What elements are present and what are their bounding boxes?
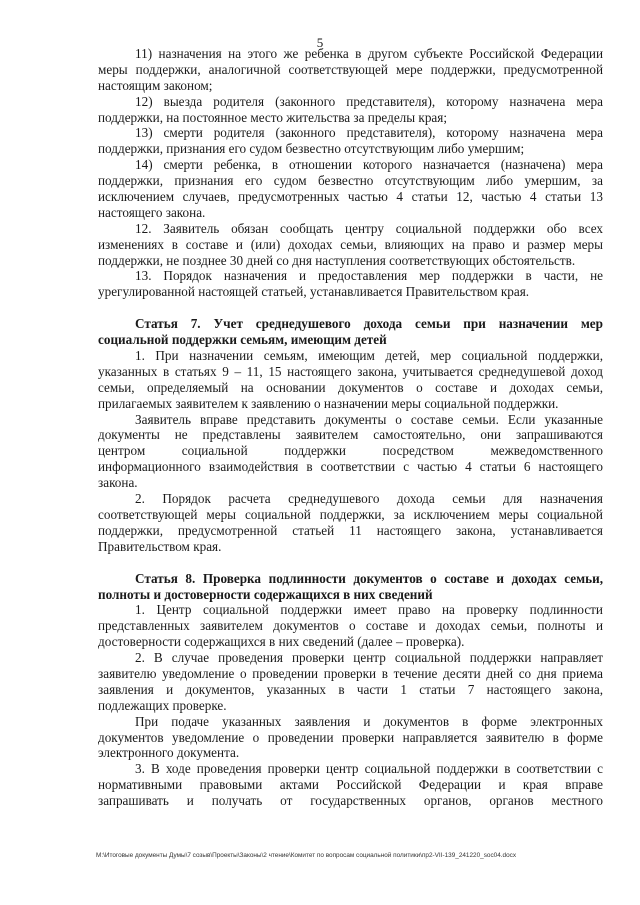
text-line: подлежащих проверке. — [98, 697, 227, 713]
text-line: 2. Порядок расчета среднедушевого дохода семьи для назначения — [135, 491, 603, 507]
file-path-footer: M:\Итоговые документы Думы\7 созыв\Проекты\Законы\2 чтение\Комитет по вопросам социальной политики\пр2-VII-139_241220_soc04.docx — [96, 852, 517, 859]
text-line: 13) смерти родителя (законного представителя), которому назначена мера — [135, 125, 603, 141]
text-line: 12. Заявитель обязан сообщать центру социальной поддержки обо всех — [135, 220, 603, 236]
text-line: 3. В ходе проведения проверки центр социальной поддержки в соответствии с — [135, 761, 603, 777]
text-line: поддержки, признания его судом безвестно отсутствующим либо умершим; — [98, 141, 525, 157]
text-line: нормативными правовыми актами Российской Федерации и края вправе — [98, 777, 603, 793]
text-line: заявления и документов, указанных в части 1 статьи 7 настоящего закона, — [98, 681, 603, 697]
text-line: закона. — [98, 475, 138, 491]
article-heading-line: Статья 8. Проверка подлинности документов о составе и доходах семьи, — [135, 570, 603, 586]
text-line: указанных в статьях 9 – 11, 15 настоящего закона, учитывается среднедушевой доход — [98, 363, 603, 379]
text-line: меры поддержки, аналогичной соответствующей мере поддержки, предусмотренной — [98, 61, 603, 77]
text-line: Заявитель вправе представить документы о составе семьи. Если указанные — [135, 411, 603, 427]
text-line: поддержки, предусмотренной статьей 11 настоящего закона, устанавливается — [98, 522, 603, 538]
section-gap — [98, 300, 603, 316]
article-heading-line: Статья 7. Учет среднедушевого дохода семьи при назначении мер — [135, 316, 603, 332]
text-line: поддержки, не позднее 30 дней со дня наступления соответствующих обстоятельств. — [98, 252, 576, 268]
text-line: представленных заявителем документов о составе и доходах семьи, полноты и — [98, 618, 603, 634]
text-line: 13. Порядок назначения и предоставления мер поддержки в части, не — [135, 268, 603, 284]
section-gap — [98, 555, 603, 571]
text-line: 2. В случае проведения проверки центр социальной поддержки направляет — [135, 650, 603, 666]
text-line: 1. При назначении семьям, имеющим детей, мер социальной поддержки, — [135, 348, 603, 364]
text-line: документов уведомление о проведении проверки направляется заявителю в форме — [98, 729, 603, 745]
text-line: Правительством края. — [98, 538, 222, 554]
text-line: При подаче указанных заявления и документов в форме электронных — [135, 713, 603, 729]
text-line: поддержки, признания его судом безвестно отсутствующим либо умершим, за — [98, 173, 603, 189]
text-line: 12) выезда родителя (законного представителя), которому назначена мера — [135, 93, 603, 109]
text-line: прилагаемых заявителем к заявлению о назначении меры социальной поддержки. — [98, 395, 559, 411]
text-line: достоверности содержащихся в них сведений (далее – проверка). — [98, 634, 465, 650]
text-line: изменениях в составе и (или) доходах семьи, влияющих на право и размер меры — [98, 236, 603, 252]
document-body — [98, 46, 603, 809]
text-line: запрашивать и получать от государственных органов, органов местного — [98, 793, 603, 809]
text-line: поддержки, на постоянное место жительства за пределы края; — [98, 109, 447, 125]
text-line: центром социальной поддержки посредством межведомственного — [98, 443, 603, 459]
text-line: информационного взаимодействия в соответствии с частью 4 статьи 6 настоящего — [98, 459, 603, 475]
text-line: 1. Центр социальной поддержки имеет право на проверку подлинности — [135, 602, 603, 618]
page-number: 5 — [316, 35, 324, 50]
article-heading-line: полноты и достоверности содержащихся в них сведений — [98, 586, 433, 602]
text-line: заявителю уведомление о проведении проверки в течение десяти дней со дня приема — [98, 665, 603, 681]
text-line: настоящего закона. — [98, 204, 206, 220]
text-line: настоящим законом; — [98, 77, 213, 93]
text-line: документы не представлены заявителем самостоятельно, они запрашиваются — [98, 427, 603, 443]
text-line: 11) назначения на этого же ребенка в другом субъекте Российской Федерации — [135, 46, 603, 61]
text-line: урегулированной настоящей статьей, устанавливается Правительством края. — [98, 284, 530, 300]
text-line: электронного документа. — [98, 745, 240, 761]
text-line: семьи, определяемый на основании документов о составе и доходах семьи, — [98, 379, 603, 395]
text-line: исключением случаев, предусмотренных частью 4 статьи 12, частью 4 статьи 13 — [98, 189, 603, 205]
text-line: соответствующей меры социальной поддержки, за исключением меры социальной — [98, 506, 603, 522]
article-heading-line: социальной поддержки семьям, имеющим детей — [98, 332, 387, 348]
text-line: 14) смерти ребенка, в отношении которого назначается (назначена) мера — [135, 157, 603, 173]
